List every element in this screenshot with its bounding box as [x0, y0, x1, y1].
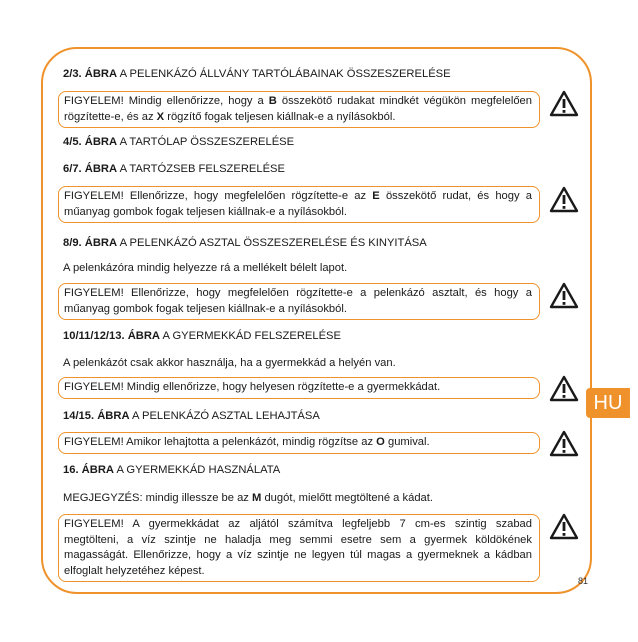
body-text: MEGJEGYZÉS: mindig illessze be az M dugót, mielőtt megtöltené a kádat. [63, 492, 433, 504]
warning-line: magasságát. Ellenőrizze, hogy a víz szintje ne legyen túl magas a gyermeknek a kádban [64, 549, 532, 561]
warning-box [58, 186, 540, 223]
section-title [63, 134, 533, 150]
section-heading: A GYERMEKKÁD HASZNÁLATA [116, 464, 281, 476]
warning-line: FIGYELEM! Mindig ellenőrizze, hogy a B összekötő rudakat mindkét végükön megfelelően [64, 95, 532, 107]
warning-box [58, 514, 540, 582]
figure-number: 8/9. ÁBRA [63, 237, 118, 249]
warning-box [58, 377, 540, 399]
warning-triangle-icon [549, 282, 579, 309]
figure-number: 4/5. ÁBRA [63, 136, 118, 148]
section-title [63, 462, 533, 478]
section-heading: A GYERMEKKÁD FELSZERELÉSE [162, 330, 341, 342]
section-heading: A TARTÓZSEB FELSZERELÉSE [119, 163, 285, 175]
warning-line: elfoglalt helyzetéhez képest. [64, 564, 205, 577]
section-heading: A PELENKÁZÓ ASZTAL LEHAJTÁSA [132, 410, 320, 422]
warning-triangle-icon [549, 375, 579, 402]
warning-box [58, 91, 540, 128]
section-title [63, 66, 533, 82]
section-title [63, 161, 533, 177]
section-heading: A PELENKÁZÓ ÁLLVÁNY TARTÓLÁBAINAK ÖSSZESZERELÉSE [119, 68, 451, 80]
figure-number: 2/3. ÁBRA [63, 68, 118, 80]
warning-line: FIGYELEM! Ellenőrizze, hogy megfelelően rögzítette-e a pelenkázó asztalt, és hogy a [64, 287, 532, 299]
warning-triangle-icon [549, 513, 579, 540]
section-title [63, 328, 533, 344]
section-heading: A TARTÓLAP ÖSSZESZERELÉSE [119, 136, 295, 148]
warning-box [58, 432, 540, 454]
page-number: 81 [578, 576, 589, 586]
warning-line: FIGYELEM! Mindig ellenőrizze, hogy helyesen rögzítette-e a gyermekkádat. [64, 381, 441, 393]
body-text: A pelenkázóra mindig helyezze rá a mellékelt bélelt lapot. [63, 262, 348, 274]
warning-line: rögzítette-e, és az X rögzítő fogak teljesen kiállnak-e a nyílásokból. [64, 110, 396, 123]
warning-line: FIGYELEM! A gyermekkádat az aljától számítva legfeljebb 7 cm-es szintig szabad [64, 518, 532, 530]
figure-number: 10/11/12/13. ÁBRA [63, 330, 161, 342]
warning-line: FIGYELEM! Amikor lehajtotta a pelenkázót, mindig rögzítse az O gumival. [64, 436, 430, 448]
warning-line: FIGYELEM! Ellenőrizze, hogy megfelelően rögzítette-e az E összekötő rudat, és hogy a [64, 190, 532, 202]
section-title [63, 408, 533, 424]
figure-number: 6/7. ÁBRA [63, 163, 118, 175]
warning-line: műanyag gombok fogak teljesen kiállnak-e a nyílásokból. [64, 302, 347, 315]
language-tab: HU [586, 388, 630, 418]
body-text: A pelenkázót csak akkor használja, ha a gyermekkád a helyén van. [63, 357, 396, 369]
page-frame [41, 47, 592, 594]
warning-line: megtölteni, a víz szintje ne haladja meg semmi esetre sem a gyermek köldökének [64, 533, 532, 546]
warning-line: műanyag gombok fogak teljesen kiállnak-e a nyílásokból. [64, 205, 347, 218]
figure-number: 16. ÁBRA [63, 464, 114, 476]
warning-triangle-icon [549, 430, 579, 457]
section-heading: A PELENKÁZÓ ASZTAL ÖSSZESZERELÉSE ÉS KINYITÁSA [119, 237, 427, 249]
warning-triangle-icon [549, 186, 579, 213]
warning-triangle-icon [549, 90, 579, 117]
figure-number: 14/15. ÁBRA [63, 410, 130, 422]
warning-box [58, 283, 540, 320]
section-title [63, 235, 533, 251]
